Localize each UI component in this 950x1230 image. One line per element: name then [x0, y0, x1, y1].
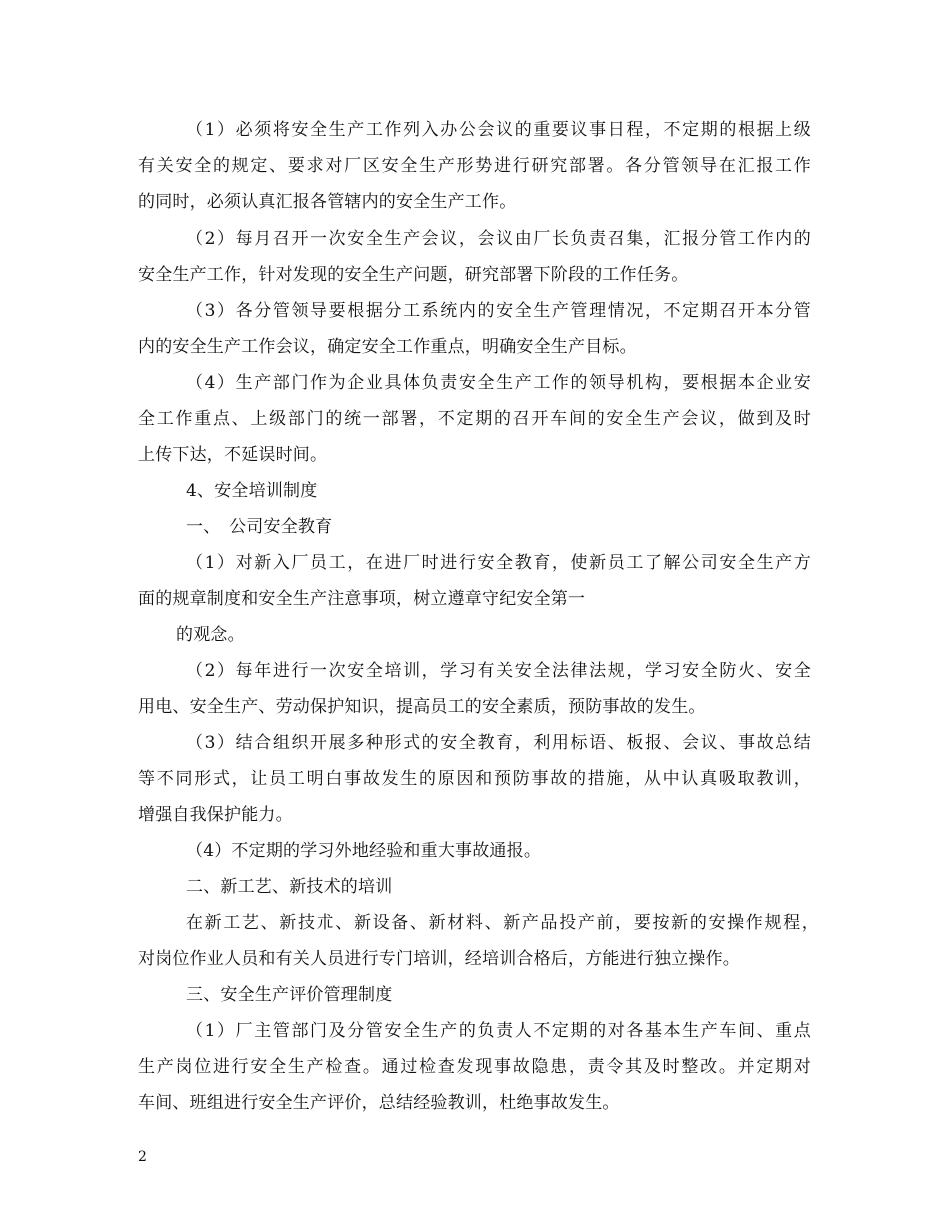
para-1-line-1: （1）必须将安全生产工作列入办公会议的重要议事日程，不定期的根据上级	[186, 120, 811, 140]
section-heading-training: 4、安全培训制度	[186, 481, 318, 501]
subheading-new-tech-training: 二、新工艺、新技术的培训	[186, 877, 393, 897]
para-6-line-2: 用电、安全生产、劳动保护知识，提高员工的安全素质，预防事故的发生。	[138, 697, 706, 717]
subheading-company-education: 一、 公司安全教育	[186, 517, 333, 537]
para-4-line-2: 全工作重点、上级部门的统一部署，不定期的召开车间的安全生产会议，做到及时	[138, 409, 811, 429]
subheading-safety-evaluation: 三、安全生产评价管理制度	[186, 985, 393, 1005]
para-6-line-1: （2）每年进行一次安全培训，学习有关安全法律法规，学习安全防火、安全	[186, 661, 811, 681]
para-10-line-1: （1）厂主管部门及分管安全生产的负责人不定期的对各基本生产车间、重点	[186, 1021, 811, 1041]
para-3-line-1: （3）各分管领导要根据分工系统内的安全生产管理情况，不定期召开本分管	[186, 301, 811, 321]
para-7-line-3: 增强自我保护能力。	[138, 805, 293, 825]
para-4-line-1: （4）生产部门作为企业具体负责安全生产工作的领导机构，要根据本企业安	[186, 373, 811, 393]
para-2-line-2: 安全生产工作，针对发现的安全生产问题，研究部署下阶段的工作任务。	[138, 265, 689, 285]
para-5-line-1: （1）对新入厂员工，在进厂时进行安全教育，使新员工了解公司安全生产方	[186, 553, 811, 573]
page-number: 2	[138, 1149, 147, 1165]
para-4-line-3: 上传下达，不延误时间。	[138, 445, 328, 465]
para-9-line-2: 对岗位作业人员和有关人员进行专门培训，经培训合格后，方能进行独立操作。	[138, 949, 740, 969]
para-2-line-1: （2）每月召开一次安全生产会议，会议由厂长负责召集，汇报分管工作内的	[186, 229, 811, 249]
para-10-line-3: 车间、班组进行安全生产评价，总结经验教训，杜绝事故发生。	[138, 1093, 620, 1113]
para-3-line-2: 内的安全生产工作会议，确定安全工作重点，明确安全生产目标。	[138, 337, 637, 357]
para-1-line-3: 的同时，必须认真汇报各管辖内的安全生产工作。	[138, 192, 517, 212]
para-10-line-2: 生产岗位进行安全生产检查。通过检查发现事故隐患，责令其及时整改。并定期对	[138, 1057, 811, 1077]
para-9-line-1: 在新工艺、新技朮、新设备、新材料、新产品投产前，要按新的安操作规程，	[186, 913, 819, 933]
para-5-line-2: 面的规章制度和安全生产注意事项，树立遵章守纪安全第一	[138, 589, 586, 609]
para-7-line-1: （3）结合组织开展多种形式的安全教育，利用标语、板报、会议、事故总结	[186, 733, 811, 753]
para-5-line-3: 的观念。	[176, 625, 245, 645]
para-7-line-2: 等不同形式，让员工明白事故发生的原因和预防事故的措施，从中认真吸取教训，	[138, 769, 811, 789]
para-8-line-1: （4）不定期的学习外地经验和重大事故通报。	[186, 841, 542, 861]
para-1-line-2: 有关安全的规定、要求对厂区安全生产形势进行研究部署。各分管领导在汇报工作	[138, 156, 811, 176]
